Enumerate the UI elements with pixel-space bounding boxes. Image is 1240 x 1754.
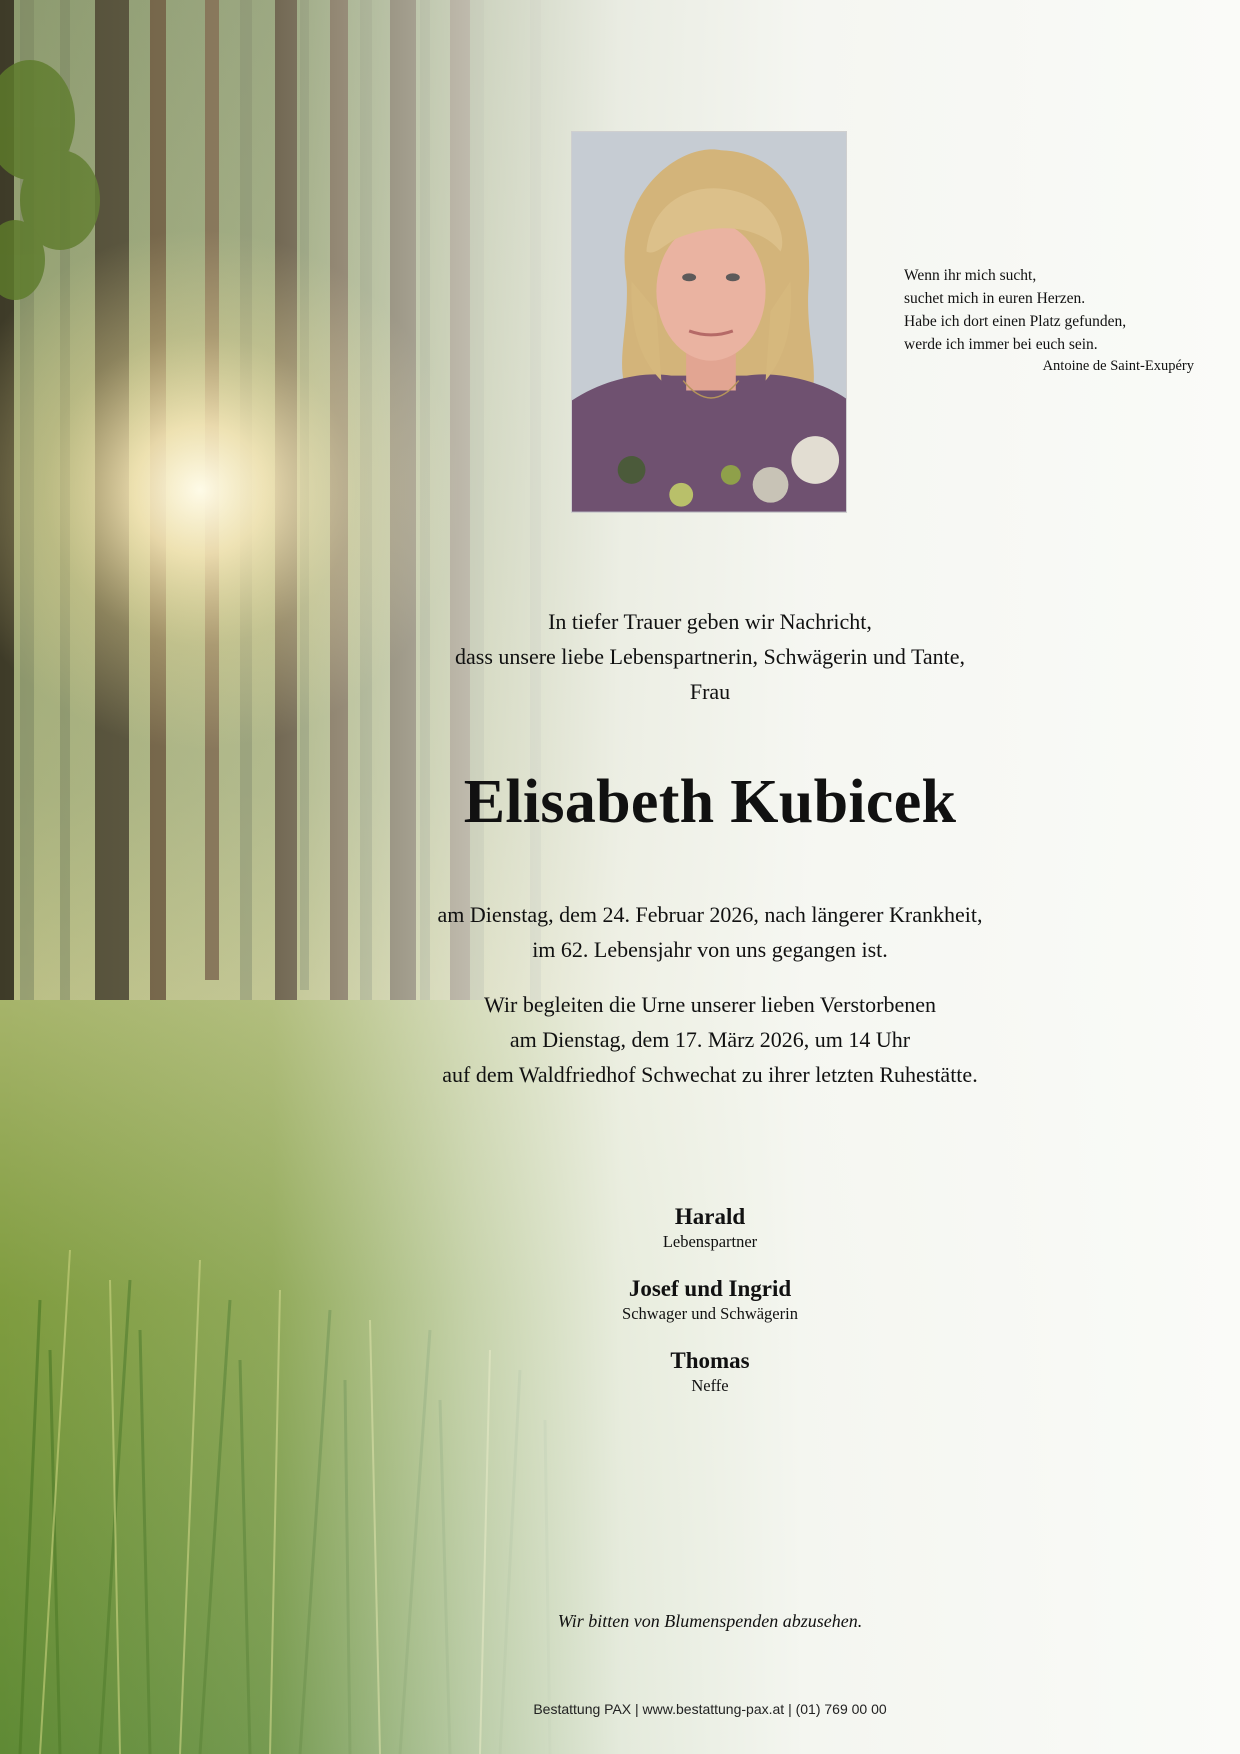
mourner-name: Josef und Ingrid <box>628 1276 792 1301</box>
mourner-entry <box>330 1275 1090 1325</box>
mourner-entry <box>330 1347 1090 1397</box>
passing-line: am Dienstag, dem 24. Februar 2026, nach längerer Krankheit, <box>437 902 983 927</box>
mourner-relation: Lebenspartner <box>662 1232 758 1251</box>
flower-donation-note: Wir bitten von Blumenspenden abzusehen. <box>557 1611 863 1631</box>
funeral-details <box>330 987 1090 1092</box>
quote-author: Antoine de Saint-Exupéry <box>1042 358 1194 374</box>
passing-details <box>330 897 1090 967</box>
mourners-list <box>330 1203 1090 1419</box>
funeral-line: Wir begleiten die Urne unserer lieben Verstorbenen <box>484 992 936 1017</box>
intro-line: Frau <box>689 679 731 704</box>
mourner-name: Thomas <box>670 1348 750 1373</box>
quote-line: Wenn ihr mich sucht, <box>904 267 1037 284</box>
funeral-line: auf dem Waldfriedhof Schwechat zu ihrer letzten Ruhestätte. <box>442 1062 978 1087</box>
intro-line: In tiefer Trauer geben wir Nachricht, <box>548 609 872 634</box>
portrait-photo <box>571 131 847 513</box>
quote-line: werde ich immer bei euch sein. <box>904 336 1098 353</box>
funeral-line: am Dienstag, dem 17. März 2026, um 14 Uhr <box>509 1027 911 1052</box>
deceased-name: Elisabeth Kubicek <box>463 768 957 836</box>
quote-line: suchet mich in euren Herzen. <box>904 290 1086 307</box>
mourner-relation: Neffe <box>691 1376 729 1395</box>
mourner-name: Harald <box>674 1204 746 1229</box>
intro-line: dass unsere liebe Lebenspartnerin, Schwägerin und Tante, <box>455 644 965 669</box>
mourner-relation: Schwager und Schwägerin <box>622 1304 798 1323</box>
announcement-intro <box>330 604 1090 709</box>
funeral-home-footer: Bestattung PAX | www.bestattung-pax.at | (01) 769 00 00 <box>533 1701 887 1717</box>
memorial-quote <box>904 264 1194 378</box>
mourner-entry <box>330 1203 1090 1253</box>
quote-line: Habe ich dort einen Platz gefunden, <box>904 313 1127 330</box>
passing-line: im 62. Lebensjahr von uns gegangen ist. <box>532 937 888 962</box>
